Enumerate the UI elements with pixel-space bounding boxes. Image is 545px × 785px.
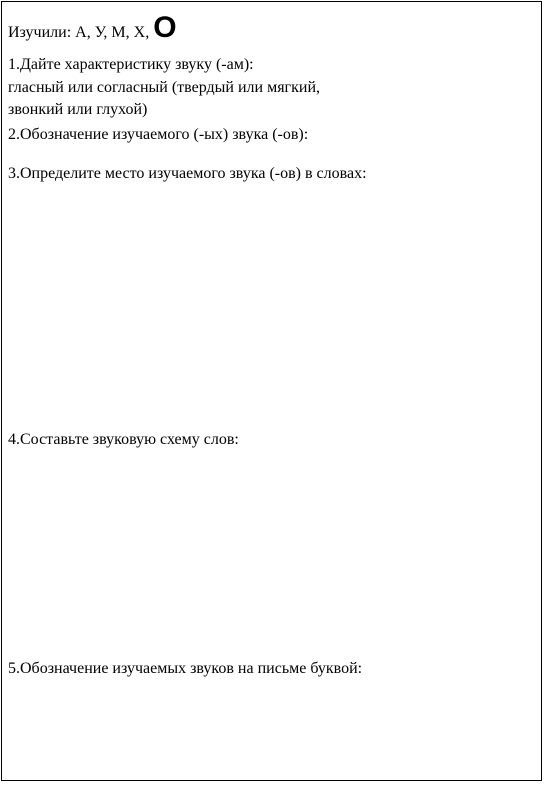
task-1-title: 1.Дайте характеристику звуку (-ам): xyxy=(8,56,254,73)
highlight-letter: О xyxy=(153,11,177,44)
task-1-detail-line-2: звонкий или глухой) xyxy=(8,101,148,118)
studied-letters-line xyxy=(8,11,177,44)
task-2-title: 2.Обозначение изучаемого (-ых) звука (-ов): xyxy=(8,126,309,143)
task-4-title: 4.Составьте звуковую схему слов: xyxy=(8,431,239,448)
task-3-title: 3.Определите место изучаемого звука (-ов) в словах: xyxy=(8,165,367,182)
studied-letters-text: Изучили: А, У, М, Х, xyxy=(8,24,150,41)
task-5-title: 5.Обозначение изучаемых звуков на письме буквой: xyxy=(8,660,363,677)
task-1-detail-line-1: гласный или согласный (твердый или мягкий, xyxy=(8,79,321,96)
